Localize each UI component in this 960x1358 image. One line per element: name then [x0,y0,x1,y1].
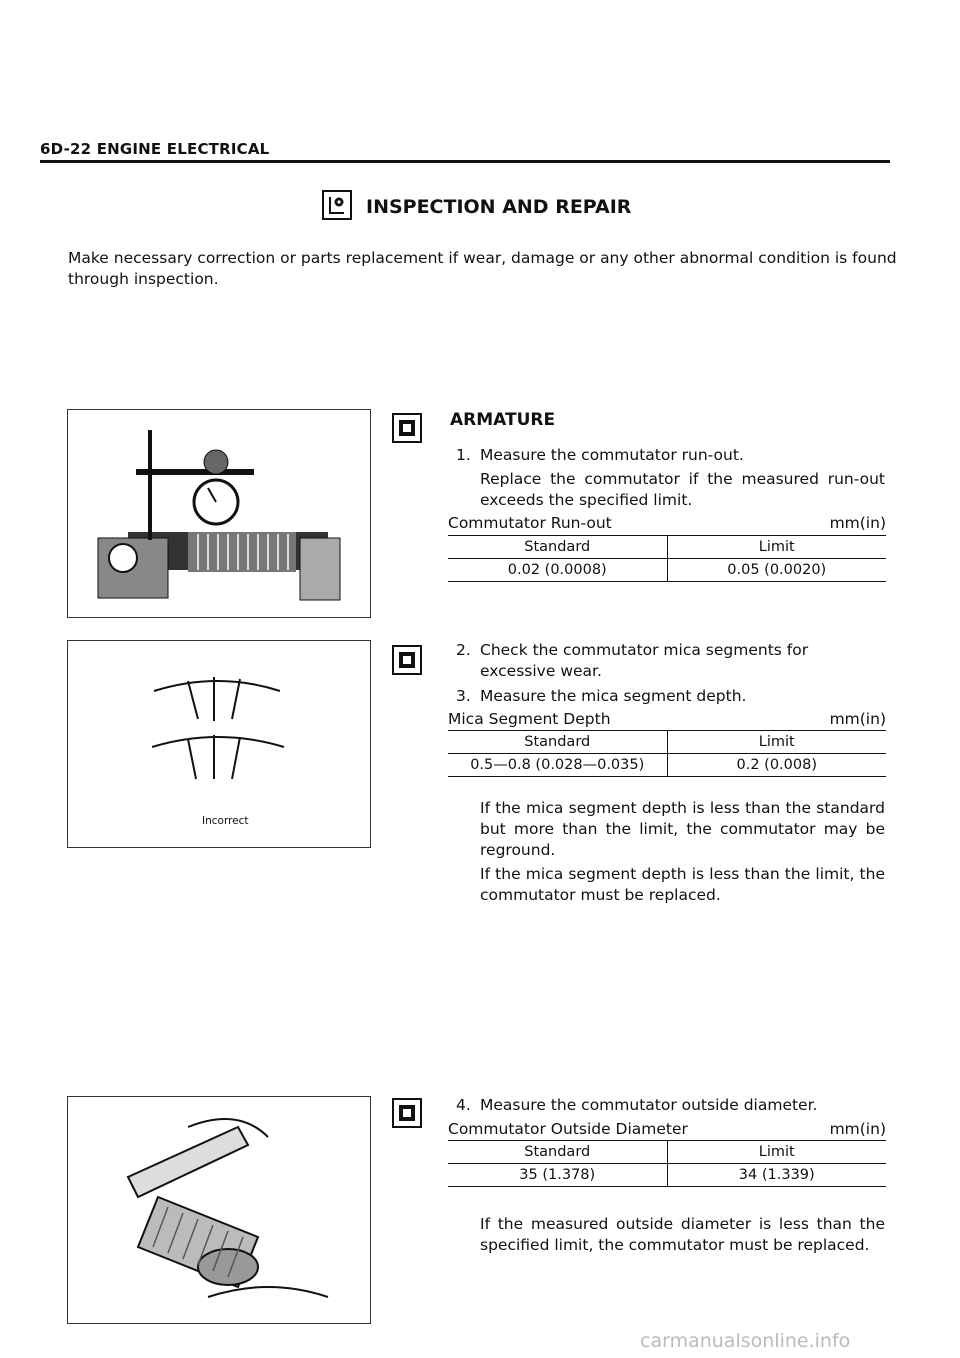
step3-text: Measure the mica segment depth. [480,687,747,705]
mica-note-reground: If the mica segment depth is less than the standard but more than the limit, the commutator may be reground. [480,799,885,859]
runout-measurement-figure [67,409,371,618]
step2-number: 2. [456,641,471,659]
diameter-spec-table [448,1140,886,1187]
figure-caption-incorrect: Incorrect [202,815,249,827]
step1-number: 1. [456,446,471,464]
runout-spec-unit: mm(in) [829,514,886,532]
mica-spec-table [448,730,886,777]
step1-detail: Replace the commutator if the measured run-out exceeds the specified limit. [480,470,885,509]
runout-limit-value: 0.05 (0.0020) [667,559,886,582]
step4-number: 4. [456,1096,471,1114]
watermark: carmanualsonline.info [640,1330,851,1352]
mica-limit-value: 0.2 (0.008) [667,754,886,777]
mica-spec-header [448,710,886,728]
mica-spec-name: Mica Segment Depth [448,710,611,728]
diameter-spec-unit: mm(in) [829,1120,886,1138]
runout-spec-header [448,514,886,532]
runout-standard-value: 0.02 (0.0008) [448,559,667,582]
step1-text: Measure the commutator run-out. [480,446,744,464]
diameter-note-replace: If the measured outside diameter is less than the specified limit, the commutator must be replaced. [480,1215,885,1254]
runout-col-standard: Standard [448,536,667,559]
mica-note-replace: If the mica segment depth is less than the limit, the commutator must be replaced. [480,865,885,904]
step3-number: 3. [456,687,471,705]
outside-diameter-figure [67,1096,371,1324]
inspection-icon [322,190,352,220]
mica-col-standard: Standard [448,731,667,754]
step2-text: Check the commutator mica segments for excessive wear. [480,641,809,680]
diameter-spec-header [448,1120,886,1138]
runout-spec-table [448,535,886,582]
section-title: INSPECTION AND REPAIR [366,196,632,218]
diameter-standard-value: 35 (1.378) [448,1164,667,1187]
mica-standard-value: 0.5—0.8 (0.028—0.035) [448,754,667,777]
step4-text: Measure the commutator outside diameter. [480,1096,818,1114]
diameter-col-standard: Standard [448,1141,667,1164]
mica-spec-unit: mm(in) [829,710,886,728]
page-header: 6D-22 ENGINE ELECTRICAL [40,140,270,158]
measurement-icon [392,645,422,675]
mica-col-limit: Limit [667,731,886,754]
armature-title: ARMATURE [450,410,556,430]
measurement-icon [392,1098,422,1128]
measurement-icon [392,413,422,443]
mica-segment-figure [67,640,371,848]
header-rule [40,160,890,163]
runout-spec-name: Commutator Run-out [448,514,612,532]
diameter-limit-value: 34 (1.339) [667,1164,886,1187]
diameter-col-limit: Limit [667,1141,886,1164]
section-intro: Make necessary correction or parts replacement if wear, damage or any other abnormal condition is found through inspection. [68,249,897,288]
runout-col-limit: Limit [667,536,886,559]
diameter-spec-name: Commutator Outside Diameter [448,1120,688,1138]
